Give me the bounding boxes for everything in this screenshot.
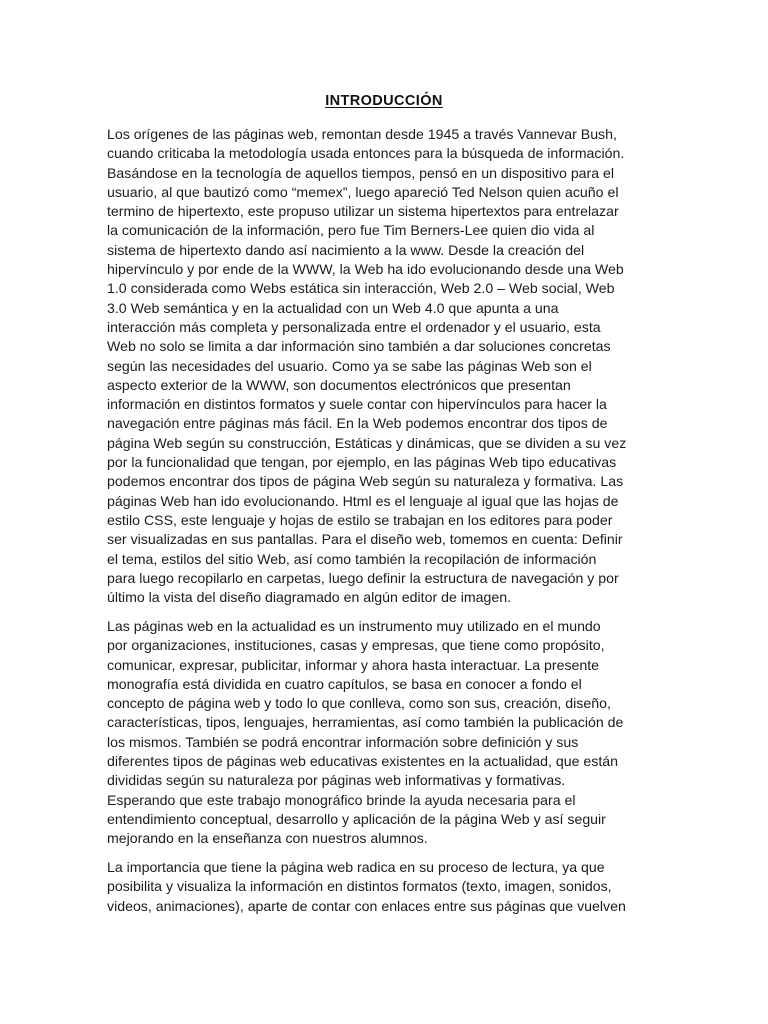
paragraph-line: interacción más completa y personalizada entre el ordenador y el usuario, esta — [107, 318, 601, 335]
paragraph-line: características, tipos, lenguajes, herramientas, así como también la publicación de — [107, 714, 624, 731]
paragraph-line: según las necesidades del usuario. Como ya se sabe las páginas Web son el — [107, 357, 592, 374]
paragraph-line: mejorando en la enseñanza con nuestros alumnos. — [107, 830, 428, 847]
paragraph-line: 3.0 Web semántica y en la actualidad con un Web 4.0 que apunta a una — [107, 299, 559, 316]
paragraph-line: aspecto exterior de la WWW, son documentos electrónicos que presentan — [107, 376, 571, 393]
page-title: INTRODUCCIÓN — [325, 93, 443, 109]
paragraph-line: Los orígenes de las páginas web, remontan desde 1945 a través Vannevar Bush, — [107, 126, 617, 142]
paragraph-line: los mismos. También se podrá encontrar información sobre definición y sus — [107, 733, 579, 750]
paragraph-line: el tema, estilos del sitio Web, así como también la recopilación de información — [107, 550, 597, 567]
paragraph-line: divididas según su naturaleza por páginas web informativas y formativas. — [107, 772, 566, 789]
paragraph-line: hipervínculo y por ende de la WWW, la Web ha ido evolucionando desde una Web — [107, 261, 624, 278]
paragraph-line: usuario, al que bautizó como “memex”, luego apareció Ted Nelson quien acuño el — [107, 183, 619, 200]
paragraph-line: entendimiento conceptual, desarrollo y aplicación de la página Web y así seguir — [107, 810, 606, 827]
paragraph-origins — [107, 125, 671, 607]
paragraph-line: sistema de hipertexto dando así nacimiento a la www. Desde la creación del — [107, 241, 585, 258]
paragraph-line: Web no solo se limita a dar información sino también a dar soluciones concretas — [107, 338, 611, 355]
paragraph-line: por organizaciones, instituciones, casas y empresas, que tiene como propósito, — [107, 637, 605, 654]
paragraph-line: videos, animaciones), aparte de contar con enlaces entre sus páginas que vuelven — [107, 897, 626, 914]
paragraph-line: la comunicación de la información, pero fue Tim Berners-Lee quien dio vida al — [107, 222, 595, 239]
paragraph-line: Esperando que este trabajo monográfico brinde la ayuda necesaria para el — [107, 791, 576, 808]
paragraph-line: para luego recopilarlo en carpetas, luego definir la estructura de navegación y por — [107, 569, 619, 586]
paragraph-line: Las páginas web en la actualidad es un instrumento muy utilizado en el mundo — [107, 618, 601, 634]
paragraph-line: página Web según su construcción, Estáticas y dinámicas, que se dividen a su vez — [107, 434, 627, 451]
paragraph-monograph — [107, 617, 671, 849]
paragraph-line: cuando criticaba la metodología usada entonces para la búsqueda de información. — [107, 145, 625, 162]
paragraph-line: termino de hipertexto, este propuso utilizar un sistema hipertextos para entrelazar — [107, 203, 619, 220]
paragraph-line: Basándose en la tecnología de aquellos tiempos, pensó en un dispositivo para el — [107, 164, 615, 181]
paragraph-line: estilo CSS, este lenguaje y hojas de estilo se trabajan en los editores para poder — [107, 511, 613, 528]
paragraph-line: diferentes tipos de páginas web educativas existentes en la actualidad, que están — [107, 753, 618, 770]
paragraph-line: La importancia que tiene la página web radica en su proceso de lectura, ya que — [107, 859, 605, 875]
paragraph-line: posibilita y visualiza la información en distintos formatos (texto, imagen, sonidos, — [107, 878, 612, 895]
paragraph-line: último la vista del diseño diagramado en algún editor de imagen. — [107, 589, 512, 606]
paragraph-line: 1.0 considerada como Webs estática sin interacción, Web 2.0 – Web social, Web — [107, 280, 615, 297]
paragraph-line: comunicar, expresar, publicitar, informar y ahora hasta interactuar. La presente — [107, 656, 600, 673]
paragraph-line: información en distintos formatos y suele contar con hipervínculos para hacer la — [107, 396, 607, 413]
paragraph-line: ser visualizadas en sus pantallas. Para el diseño web, tomemos en cuenta: Definir — [107, 531, 623, 548]
paragraph-line: concepto de página web y todo lo que conlleva, como son sus, creación, diseño, — [107, 695, 611, 712]
paragraph-line: por la funcionalidad que tengan, por ejemplo, en las páginas Web tipo educativas — [107, 454, 617, 471]
paragraph-line: podemos encontrar dos tipos de página Web según su naturaleza y formativa. Las — [107, 473, 624, 490]
paragraph-line: navegación entre páginas más fácil. En la Web podemos encontrar dos tipos de — [107, 415, 608, 432]
paragraph-importance — [107, 858, 671, 916]
paragraph-line: páginas Web han ido evolucionando. Html es el lenguaje al igual que las hojas de — [107, 492, 619, 509]
paragraph-line: monografía está dividida en cuatro capítulos, se basa en conocer a fondo el — [107, 675, 582, 692]
